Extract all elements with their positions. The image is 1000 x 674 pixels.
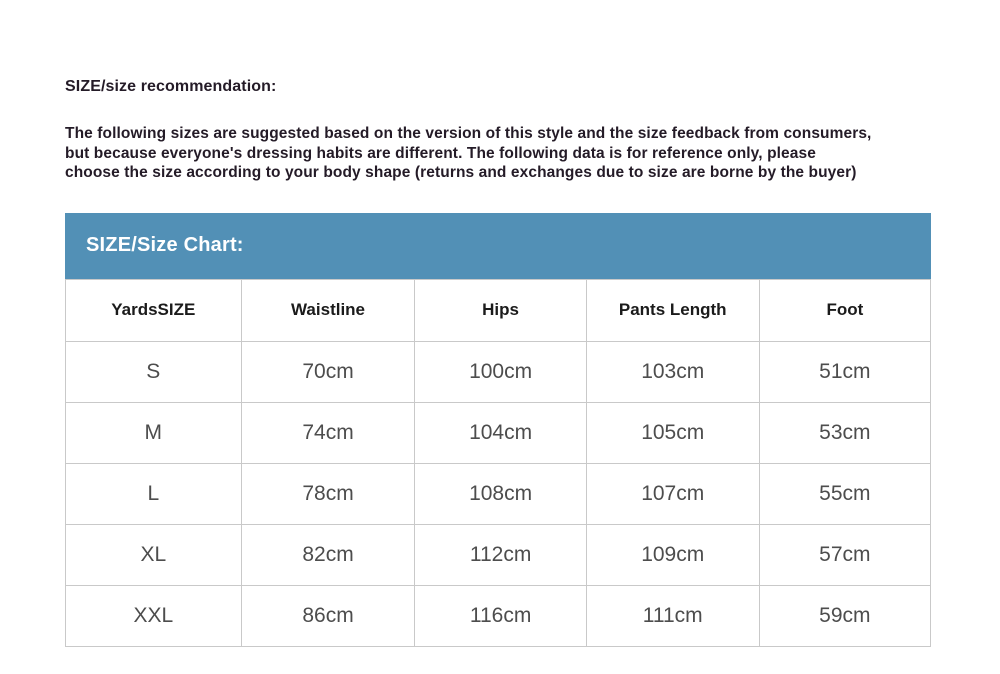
table-row-m [66,402,931,463]
pants-length-cell: 111cm [586,585,759,646]
table-row-s [66,341,931,402]
foot-cell: 51cm [759,341,930,402]
foot-cell: 57cm [759,524,930,585]
table-row-l [66,463,931,524]
pants-length-cell: 103cm [586,341,759,402]
foot-cell: 55cm [759,463,930,524]
size-chart-title: SIZE/Size Chart: [86,234,244,256]
table-row-xxl [66,585,931,646]
hips-cell: 108cm [415,463,586,524]
recommendation-line-3: choose the size according to your body shape (returns and exchanges due to size are borne by the buyer) [65,164,857,181]
recommendation-line-1: The following sizes are suggested based on the version of this style and the size feedback from consumers, [65,125,872,142]
size-chart-banner [65,213,931,279]
recommendation-heading: SIZE/size recommendation: [65,78,277,95]
recommendation-paragraph [65,124,933,183]
recommendation-line-2: but because everyone's dressing habits are different. The following data is for reference only, please [65,144,816,162]
table-header-row [66,279,931,341]
size-cell: M [66,402,242,463]
waistline-cell: 74cm [241,402,415,463]
hips-cell: 116cm [415,585,586,646]
hips-cell: 104cm [415,402,586,463]
hips-cell: 112cm [415,524,586,585]
column-header-foot: Foot [759,279,930,341]
foot-cell: 59cm [759,585,930,646]
size-chart-table [65,279,931,647]
column-header-waistline: Waistline [241,279,415,341]
waistline-cell: 70cm [241,341,415,402]
pants-length-cell: 107cm [586,463,759,524]
column-header-pants-length: Pants Length [586,279,759,341]
foot-cell: 53cm [759,402,930,463]
waistline-cell: 82cm [241,524,415,585]
size-cell: S [66,341,242,402]
size-cell: XL [66,524,242,585]
column-header-hips: Hips [415,279,586,341]
pants-length-cell: 105cm [586,402,759,463]
waistline-cell: 86cm [241,585,415,646]
column-header-yards-size: YardsSIZE [66,279,242,341]
waistline-cell: 78cm [241,463,415,524]
hips-cell: 100cm [415,341,586,402]
size-cell: XXL [66,585,242,646]
table-row-xl [66,524,931,585]
size-cell: L [66,463,242,524]
content-area [65,0,933,647]
pants-length-cell: 109cm [586,524,759,585]
